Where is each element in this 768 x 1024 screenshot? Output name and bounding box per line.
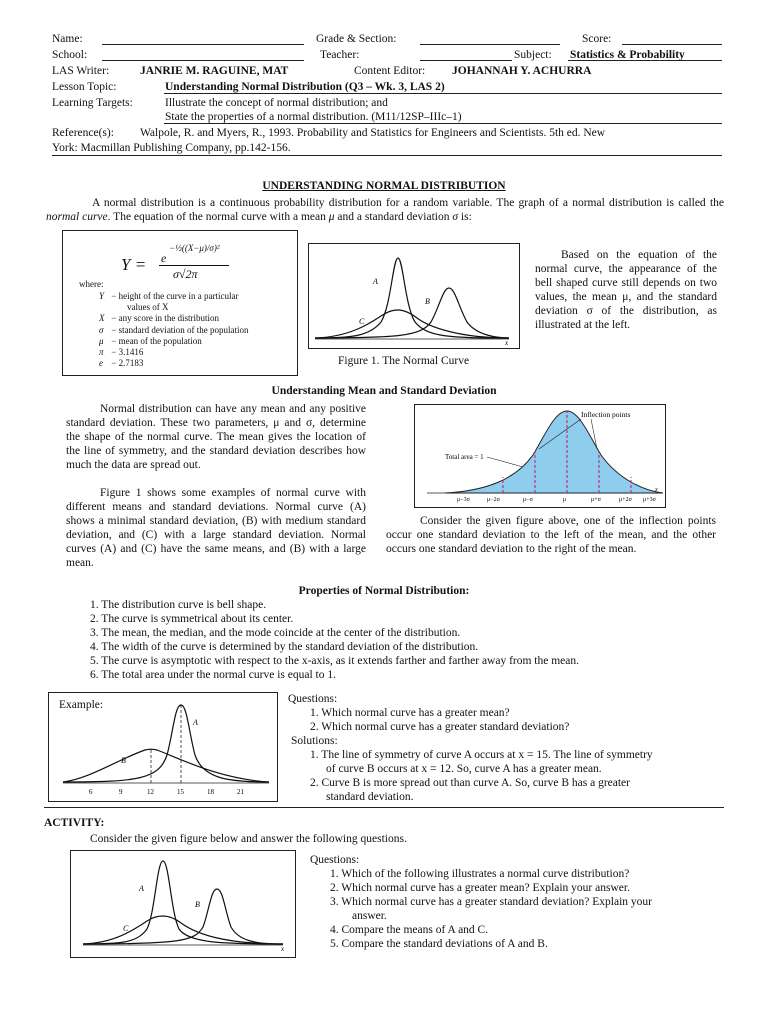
figure1-label-a: A bbox=[373, 277, 378, 286]
tick-mu-plus-1: μ+σ bbox=[591, 497, 601, 503]
page-title: UNDERSTANDING NORMAL DISTRIBUTION bbox=[262, 180, 506, 192]
mean-paragraph-1: Normal distribution can have any mean and any positive standard deviation. These two parameters, μ and σ, determine the shape of the normal curve. The mean gives the location of the line of symmetry, and the standard deviation describes how much the data are spread out. bbox=[66, 403, 366, 472]
writer-label: LAS Writer: bbox=[52, 65, 110, 77]
targets-label: Learning Targets: bbox=[52, 97, 133, 109]
activity-questions-label: Questions: bbox=[310, 854, 360, 866]
score-label: Score: bbox=[582, 33, 612, 45]
mean-paragraph-2: Figure 1 shows some examples of normal curve with different means and standard deviations. Normal curve (A) shows a minimal standard deviation, (B) with medium standard deviation, and (C) with a large standard deviation. Normal curves (A) and (C) have the same means, and (B) with a large mean. bbox=[66, 487, 366, 570]
example-label: Example: bbox=[59, 699, 104, 711]
tick-mu-plus-3: μ+3σ bbox=[643, 497, 656, 503]
inflection-graph bbox=[415, 405, 665, 507]
example-tick: 21 bbox=[237, 788, 244, 796]
def-row: values of X bbox=[127, 302, 169, 313]
example-q2: 2. Which normal curve has a greater standard deviation? bbox=[310, 721, 570, 733]
name-label: Name: bbox=[52, 33, 83, 45]
formula-exponent: −½((X−μ)/σ)² bbox=[169, 243, 220, 253]
teacher-field[interactable] bbox=[420, 60, 512, 61]
example-q1: 1. Which normal curve has a greater mean? bbox=[310, 707, 510, 719]
intro-paragraph: A normal distribution is a continuous probability distribution for a random variable. The graph of a normal distribution is called the normal curve. The equation of the normal curve with a mean μ and a standard deviation σ is: bbox=[46, 197, 724, 224]
example-tick: 6 bbox=[89, 788, 93, 796]
topic-label: Lesson Topic: bbox=[52, 81, 117, 93]
def-row: μ − mean of the population bbox=[99, 335, 202, 346]
example-s2-line1: 2. Curve B is more spread out than curve A. So, curve B has a greater bbox=[310, 777, 630, 789]
ref-line-1: Walpole, R. and Myers, R., 1993. Probability and Statistics for Engineers and Scientists. 5th ed. New bbox=[140, 127, 606, 139]
inflection-label: Inflection points bbox=[581, 410, 631, 419]
pointer-area bbox=[487, 457, 523, 467]
example-s1-line2: of curve B occurs at x = 12. So, curve A has a greater mean. bbox=[326, 763, 602, 775]
figure1-curve-a bbox=[315, 258, 509, 338]
target-1: Illustrate the concept of normal distribution; and bbox=[165, 97, 388, 109]
grade-label: Grade & Section: bbox=[316, 33, 397, 45]
subject-label: Subject: bbox=[514, 49, 552, 61]
def-row: e − 2.7183 bbox=[99, 358, 144, 369]
example-tick: 12 bbox=[147, 788, 154, 796]
example-s2-line2: standard deviation. bbox=[326, 791, 414, 803]
formula-denominator: σ√2π bbox=[173, 267, 198, 281]
activity-label-b: B bbox=[195, 900, 200, 909]
activity-curve-a bbox=[83, 861, 283, 944]
tick-mu-minus-1: μ−σ bbox=[523, 497, 533, 503]
formula-where: where: bbox=[79, 279, 104, 289]
activity-figure-box bbox=[70, 850, 296, 958]
inflection-figure-box bbox=[414, 404, 666, 508]
properties-title: Properties of Normal Distribution: bbox=[298, 585, 470, 597]
teacher-label: Teacher: bbox=[320, 49, 360, 61]
example-questions-label: Questions: bbox=[288, 693, 338, 705]
side-note: Based on the equation of the normal curve, the appearance of the bell shaped curve still depends on two values, the mean μ, and the standard deviation σ of the distribution, as illustrated at the left. bbox=[535, 249, 717, 332]
inflection-label-x: x bbox=[655, 487, 658, 493]
property-item: 2. The curve is symmetrical about its center. bbox=[90, 613, 294, 626]
activity-q4: 4. Compare the means of A and C. bbox=[330, 924, 489, 936]
activity-label-a: A bbox=[139, 884, 144, 893]
activity-title: ACTIVITY: bbox=[44, 817, 105, 829]
example-box bbox=[48, 692, 278, 802]
total-area-label: Total area = 1 bbox=[445, 453, 484, 461]
example-label-b: B bbox=[121, 756, 126, 765]
property-item: 5. The curve is asymptotic with respect to the x-axis, as it extends farther and farther away from the mean. bbox=[90, 655, 580, 668]
tick-mu-minus-2: μ−2σ bbox=[487, 497, 500, 503]
sub-title: Understanding Mean and Standard Deviation bbox=[271, 385, 497, 397]
example-solutions-label: Solutions: bbox=[291, 735, 338, 747]
figure1-curve-b bbox=[315, 288, 509, 338]
property-item: 6. The total area under the normal curve is equal to 1. bbox=[90, 669, 336, 682]
activity-graph bbox=[71, 851, 295, 957]
activity-q2: 2. Which normal curve has a greater mean? Explain your answer. bbox=[330, 882, 630, 894]
ref-underline bbox=[52, 155, 722, 156]
activity-label-c: C bbox=[123, 924, 129, 933]
example-label-a: A bbox=[193, 718, 198, 727]
editor-value: JOHANNAH Y. ACHURRA bbox=[452, 65, 592, 77]
ref-line-2: York: Macmillan Publishing Company, pp.142-156. bbox=[52, 142, 291, 154]
example-tick: 9 bbox=[119, 788, 123, 796]
inflection-note: Consider the given figure above, one of the inflection points occur one standard deviation to the left of the mean, and the other occurs one standard deviation to the right of the mean. bbox=[386, 515, 716, 556]
topic-underline bbox=[164, 93, 722, 94]
def-row: π − 3.1416 bbox=[99, 347, 144, 358]
writer-value: JANRIE M. RAGUINE, MAT bbox=[140, 65, 289, 77]
formula-e: e bbox=[161, 251, 167, 265]
def-row: Y − height of the curve in a particular bbox=[99, 291, 239, 301]
subject-underline bbox=[568, 60, 722, 61]
formula-definitions bbox=[99, 291, 249, 369]
targets-underline bbox=[164, 123, 722, 124]
properties-list bbox=[90, 598, 730, 682]
activity-q3-line1: 3. Which normal curve has a greater standard deviation? Explain your bbox=[330, 896, 652, 908]
example-graph bbox=[49, 693, 277, 801]
formula-y: Y = bbox=[121, 255, 147, 274]
def-row: X − any score in the distribution bbox=[99, 313, 220, 324]
activity-instruction: Consider the given figure below and answer the following questions. bbox=[90, 833, 407, 845]
formula-fraction-bar bbox=[159, 265, 229, 266]
tick-mu: μ bbox=[563, 497, 567, 503]
target-2: State the properties of a normal distribution. (M11/12SP–IIIc–1) bbox=[165, 111, 462, 123]
figure1-label-c: C bbox=[359, 317, 365, 326]
formula-box bbox=[62, 230, 298, 376]
figure1-label-b: B bbox=[425, 297, 430, 306]
grade-field[interactable] bbox=[420, 44, 560, 45]
property-item: 3. The mean, the median, and the mode coincide at the center of the distribution. bbox=[90, 627, 461, 640]
example-curve-a bbox=[63, 705, 269, 782]
activity-curve-b bbox=[83, 889, 283, 944]
activity-label-x: x bbox=[281, 945, 285, 953]
figure1-box bbox=[308, 243, 520, 349]
inflection-curve bbox=[445, 411, 663, 493]
property-item: 1. The distribution curve is bell shape. bbox=[90, 599, 267, 611]
property-item: 4. The width of the curve is determined by the standard deviation of the distribution. bbox=[90, 641, 479, 654]
def-row: σ − standard deviation of the population bbox=[99, 324, 249, 335]
school-label: School: bbox=[52, 49, 88, 61]
activity-q3-line2: answer. bbox=[352, 910, 387, 922]
school-field[interactable] bbox=[102, 60, 304, 61]
activity-q1: 1. Which of the following illustrates a normal curve distribution? bbox=[330, 868, 630, 880]
editor-label: Content Editor: bbox=[354, 65, 426, 77]
ref-label: Reference(s): bbox=[52, 127, 114, 139]
score-field[interactable] bbox=[622, 44, 722, 45]
activity-q5: 5. Compare the standard deviations of A and B. bbox=[330, 938, 548, 950]
tick-mu-plus-2: μ+2σ bbox=[619, 497, 632, 503]
name-field[interactable] bbox=[102, 44, 304, 45]
figure1-graph bbox=[309, 244, 519, 348]
topic-value: Understanding Normal Distribution (Q3 – Wk. 3, LAS 2) bbox=[165, 81, 445, 93]
example-tick: 18 bbox=[207, 788, 214, 796]
figure1-caption: Figure 1. The Normal Curve bbox=[338, 355, 470, 367]
figure1-label-x: x bbox=[505, 339, 509, 347]
example-s1-line1: 1. The line of symmetry of curve A occurs at x = 15. The line of symmetry bbox=[310, 749, 653, 761]
tick-mu-minus-3: μ−3σ bbox=[457, 497, 470, 503]
subject-value: Statistics & Probability bbox=[570, 49, 685, 61]
example-curve-b bbox=[63, 749, 269, 782]
example-tick: 15 bbox=[177, 788, 184, 796]
section-divider bbox=[44, 807, 724, 808]
